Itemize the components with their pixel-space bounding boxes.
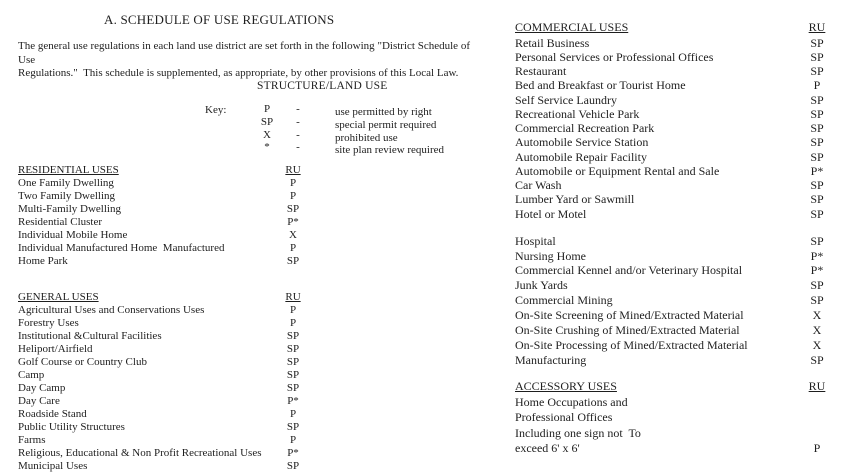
ru-value: P xyxy=(289,408,297,420)
use-row xyxy=(18,203,348,216)
use-label: Forestry Uses xyxy=(18,317,79,329)
use-label: Two Family Dwelling xyxy=(18,190,116,202)
ru-value: P* xyxy=(810,248,824,263)
use-label: Home Occupations and xyxy=(515,394,628,409)
ru-value: SP xyxy=(286,203,300,215)
use-label: Farms xyxy=(18,434,46,446)
commercial-uses-table xyxy=(515,20,849,367)
ru-value: X xyxy=(812,307,822,322)
use-label: Professional Offices xyxy=(515,410,613,424)
ru-value: P* xyxy=(287,395,299,407)
use-row xyxy=(515,64,849,78)
accessory-line xyxy=(515,426,849,442)
ru-value: SP xyxy=(810,233,824,248)
use-label: Commercial Kennel and/or Veterinary Hospital xyxy=(515,263,743,278)
use-row xyxy=(18,421,348,434)
ru-value: P xyxy=(289,177,297,189)
ru-value: X xyxy=(812,322,822,337)
use-row xyxy=(515,192,849,206)
use-label: Individual Manufactured Home Manufactured xyxy=(18,242,225,254)
general-uses-table xyxy=(18,291,348,473)
key-dash: - xyxy=(296,103,300,115)
use-label: Retail Business xyxy=(515,35,590,50)
ru-value: SP xyxy=(810,149,824,164)
use-row xyxy=(18,447,348,460)
use-label: Agricultural Uses and Conservations Uses xyxy=(18,304,205,316)
ru-value: SP xyxy=(810,278,824,293)
use-label: Automobile or Equipment Rental and Sale xyxy=(515,163,720,178)
use-label: Day Camp xyxy=(18,382,66,394)
ru-value: SP xyxy=(810,35,824,50)
use-label: Day Care xyxy=(18,395,60,407)
use-row xyxy=(18,304,348,317)
residential-uses-table xyxy=(18,164,348,268)
intro-line: Regulations." This schedule is supplemented, as appropriate, by other provisions of this Local Law. xyxy=(18,67,459,79)
use-row xyxy=(515,150,849,164)
ru-value: SP xyxy=(286,460,300,472)
ru-value: SP xyxy=(810,49,824,64)
use-row xyxy=(515,164,849,178)
commercial-group-2 xyxy=(515,234,849,368)
accessory-line xyxy=(515,410,849,426)
ru-value: P xyxy=(813,441,821,455)
use-row xyxy=(515,78,849,92)
use-label: Manufacturing xyxy=(515,352,587,367)
use-label: Nursing Home xyxy=(515,248,586,263)
ru-value: SP xyxy=(286,343,300,355)
ru-value: SP xyxy=(286,356,300,368)
use-row xyxy=(18,177,348,190)
key-dash: - xyxy=(296,115,300,128)
use-label: Automobile Repair Facility xyxy=(515,149,647,164)
use-row xyxy=(18,317,348,330)
ru-value: P* xyxy=(810,163,824,178)
ru-value: P xyxy=(289,317,297,329)
accessory-line xyxy=(515,395,849,411)
ru-value: SP xyxy=(286,330,300,342)
use-row xyxy=(18,229,348,242)
section-title: COMMERCIAL USES xyxy=(515,20,629,34)
use-row xyxy=(18,255,348,268)
ru-value: P* xyxy=(810,263,824,278)
ru-value: SP xyxy=(810,135,824,150)
accessory-line xyxy=(515,441,849,457)
use-label: Municipal Uses xyxy=(18,460,88,472)
key-dashes-column xyxy=(292,103,304,154)
use-row xyxy=(515,121,849,135)
key-descriptions-column xyxy=(335,106,444,157)
use-label: Commercial Mining xyxy=(515,293,613,308)
use-row xyxy=(18,382,348,395)
accessory-uses-table xyxy=(515,379,849,457)
use-label: Restaurant xyxy=(515,64,567,78)
use-label: Hotel or Motel xyxy=(515,206,587,221)
ru-value: SP xyxy=(286,382,300,394)
commercial-group-1 xyxy=(515,36,849,221)
use-row xyxy=(515,323,849,338)
ru-value: P xyxy=(813,78,821,93)
ru-value: SP xyxy=(810,192,824,207)
key-description: use permitted by right xyxy=(335,106,432,118)
key-dash: - xyxy=(296,141,300,154)
use-label: Home Park xyxy=(18,255,68,267)
intro-paragraph xyxy=(18,40,473,81)
section-header-row xyxy=(18,164,348,177)
ru-value: SP xyxy=(810,121,824,135)
ru-value: P xyxy=(289,242,297,254)
use-label: Car Wash xyxy=(515,178,562,192)
use-label: Automobile Service Station xyxy=(515,135,649,150)
ru-value: P xyxy=(289,190,297,202)
ru-value: P xyxy=(289,434,297,446)
use-label: Golf Course or Country Club xyxy=(18,356,147,368)
use-label: Heliport/Airfield xyxy=(18,343,93,355)
use-label: Individual Mobile Home xyxy=(18,229,128,241)
section-title: RESIDENTIAL USES xyxy=(18,164,119,176)
use-row xyxy=(18,408,348,421)
key-description: site plan review required xyxy=(335,144,445,157)
use-row xyxy=(515,293,849,308)
use-row xyxy=(515,93,849,107)
key-description: prohibited use xyxy=(335,131,398,144)
use-row xyxy=(18,242,348,255)
ru-value: P* xyxy=(287,216,299,228)
use-label: Multi-Family Dwelling xyxy=(18,203,121,215)
ru-value: SP xyxy=(286,369,300,381)
use-label: On-Site Processing of Mined/Extracted Material xyxy=(515,337,748,352)
use-label: Lumber Yard or Sawmill xyxy=(515,192,635,207)
use-label: Personal Services or Professional Offices xyxy=(515,49,714,64)
key-label: Key: xyxy=(205,104,227,116)
ru-value: X xyxy=(289,229,297,241)
ru-column-header: RU xyxy=(808,379,826,393)
use-row xyxy=(515,308,849,323)
use-row xyxy=(18,395,348,408)
use-label: On-Site Screening of Mined/Extracted Material xyxy=(515,307,744,322)
ru-value: SP xyxy=(810,106,824,121)
use-label: Junk Yards xyxy=(515,278,568,293)
use-label: Religious, Educational & Non Profit Recreational Uses xyxy=(18,447,262,459)
ru-value: SP xyxy=(810,64,824,78)
key-description: special permit required xyxy=(335,118,437,131)
use-label: Bed and Breakfast or Tourist Home xyxy=(515,78,686,93)
section-header-row xyxy=(515,20,849,36)
ru-value: SP xyxy=(286,255,300,267)
use-label: Commercial Recreation Park xyxy=(515,121,655,135)
use-row xyxy=(515,207,849,221)
use-row xyxy=(18,369,348,382)
use-row xyxy=(515,50,849,64)
use-label: One Family Dwelling xyxy=(18,177,114,189)
use-row xyxy=(515,36,849,50)
key-symbol: SP xyxy=(260,115,274,128)
use-label: Residential Cluster xyxy=(18,216,103,228)
key-symbol: P xyxy=(263,103,271,115)
use-row xyxy=(18,356,348,369)
ru-value: SP xyxy=(810,92,824,107)
use-row xyxy=(18,330,348,343)
use-row xyxy=(515,178,849,192)
ru-value: P xyxy=(289,304,297,316)
use-row xyxy=(18,343,348,356)
ru-value: SP xyxy=(810,352,824,367)
key-dash: - xyxy=(296,128,300,141)
use-row xyxy=(515,234,849,249)
use-label: Recreational Vehicle Park xyxy=(515,106,640,121)
use-label: On-Site Crushing of Mined/Extracted Material xyxy=(515,322,740,337)
use-row xyxy=(515,263,849,278)
section-header-row xyxy=(515,379,849,395)
use-label: exceed 6' x 6' xyxy=(515,441,580,455)
ru-value: SP xyxy=(810,206,824,221)
use-label: Hospital xyxy=(515,233,556,248)
use-label: Institutional &Cultural Facilities xyxy=(18,330,162,342)
use-row xyxy=(18,434,348,447)
ru-value: SP xyxy=(810,178,824,192)
intro-line: The general use regulations in each land use district are set forth in the following "District Schedule of Use xyxy=(18,40,473,66)
section-header-row xyxy=(18,291,348,304)
ru-column-header: RU xyxy=(808,20,826,34)
use-row xyxy=(515,135,849,149)
use-row xyxy=(18,460,348,473)
ru-value: SP xyxy=(286,421,300,433)
ru-column-header: RU xyxy=(285,291,301,303)
use-label: Camp xyxy=(18,369,45,381)
section-title: GENERAL USES xyxy=(18,291,99,303)
use-label: Public Utility Structures xyxy=(18,421,125,433)
use-row xyxy=(515,338,849,353)
use-row xyxy=(515,278,849,293)
section-title: ACCESSORY USES xyxy=(515,379,617,393)
use-row xyxy=(515,107,849,121)
use-label: Roadside Stand xyxy=(18,408,87,420)
key-symbol: * xyxy=(264,141,270,154)
page-title: A. SCHEDULE OF USE REGULATIONS xyxy=(104,12,335,27)
key-symbol: X xyxy=(263,128,271,141)
key-symbols-column xyxy=(254,103,280,154)
use-row xyxy=(18,190,348,203)
structure-land-use-label: STRUCTURE/LAND USE xyxy=(257,80,388,92)
use-label: Self Service Laundry xyxy=(515,92,617,107)
ru-value: P* xyxy=(287,447,299,459)
use-label: Including one sign not To xyxy=(515,425,641,440)
use-row xyxy=(515,249,849,264)
use-row xyxy=(18,216,348,229)
ru-value: X xyxy=(812,337,822,352)
use-row xyxy=(515,353,849,368)
ru-value: SP xyxy=(810,293,824,308)
ru-column-header: RU xyxy=(285,164,301,176)
